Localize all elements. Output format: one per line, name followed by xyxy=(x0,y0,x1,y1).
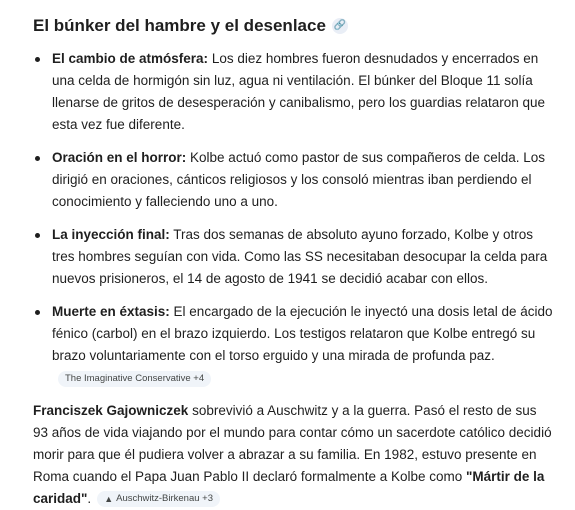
item-text: El encargado de la ejecución le inyectó una dosis letal de ácido fénico (carbol) en el brazo izquierdo. Los testigos relataron que Kolbe entregó su brazo voluntariamente con el torso erguido y una mirada de profunda paz. xyxy=(52,304,553,363)
list-item xyxy=(33,147,555,213)
bullet-list xyxy=(33,48,555,389)
closing-end: . xyxy=(87,491,92,506)
closing-name: Franciszek Gajowniczek xyxy=(33,403,189,418)
bullet-dot xyxy=(35,57,40,62)
list-item xyxy=(33,224,555,290)
closing-paragraph xyxy=(33,400,555,510)
item-text: Tras dos semanas de absoluto ayuno forzado, Kolbe y otros tres hombres seguían con vida. Como las SS necesitaban desocupar la celda para nuevos prisioneros, el 14 de agosto de 1941 se decidió acabar con ellos. xyxy=(52,227,548,286)
item-text: Los diez hombres fueron desnudados y encerrados en una celda de hormigón sin luz, agua ni ventilación. El búnker del Bloque 11 solía llenarse de gritos de desesperación y canibalismo, pero los guardias relataron que esta vez fue diferente. xyxy=(52,51,546,132)
section-title: El búnker del hambre y el desenlace xyxy=(33,16,326,35)
source-chip-label: Auschwitz-Birkenau +3 xyxy=(116,493,214,504)
list-item xyxy=(33,48,555,136)
item-term: El cambio de atmósfera: xyxy=(52,51,209,66)
section-heading xyxy=(33,14,555,38)
site-favicon-icon: ▲ xyxy=(104,494,114,504)
item-text: Kolbe actuó como pastor de sus compañeros de celda. Los dirigió en oraciones, cánticos religiosos y los consoló mientras iban perdiendo el conocimiento y falleciendo uno a uno. xyxy=(52,150,545,209)
link-icon[interactable]: 🔗 xyxy=(332,18,348,34)
bullet-dot xyxy=(35,310,40,315)
list-item xyxy=(33,301,555,389)
bullet-dot xyxy=(35,156,40,161)
item-term: Muerte en éxtasis: xyxy=(52,304,170,319)
closing-quote: "Mártir de la caridad" xyxy=(33,469,545,506)
source-chip[interactable] xyxy=(58,371,211,387)
item-term: La inyección final: xyxy=(52,227,170,242)
closing-text: sobrevivió a Auschwitz y a la guerra. Pasó el resto de sus 93 años de vida viajando por el mundo para contar cómo un sacerdote católico decidió morir para que él pudiera volver a abrazar a su familia. En 1982, estuvo presente en Roma cuando el Papa Juan Pablo II declaró formalmente a Kolbe como xyxy=(33,403,552,484)
source-chip[interactable] xyxy=(97,491,220,507)
item-term: Oración en el horror: xyxy=(52,150,187,165)
source-chip-label: The Imaginative Conservative +4 xyxy=(65,373,205,384)
bullet-dot xyxy=(35,233,40,238)
